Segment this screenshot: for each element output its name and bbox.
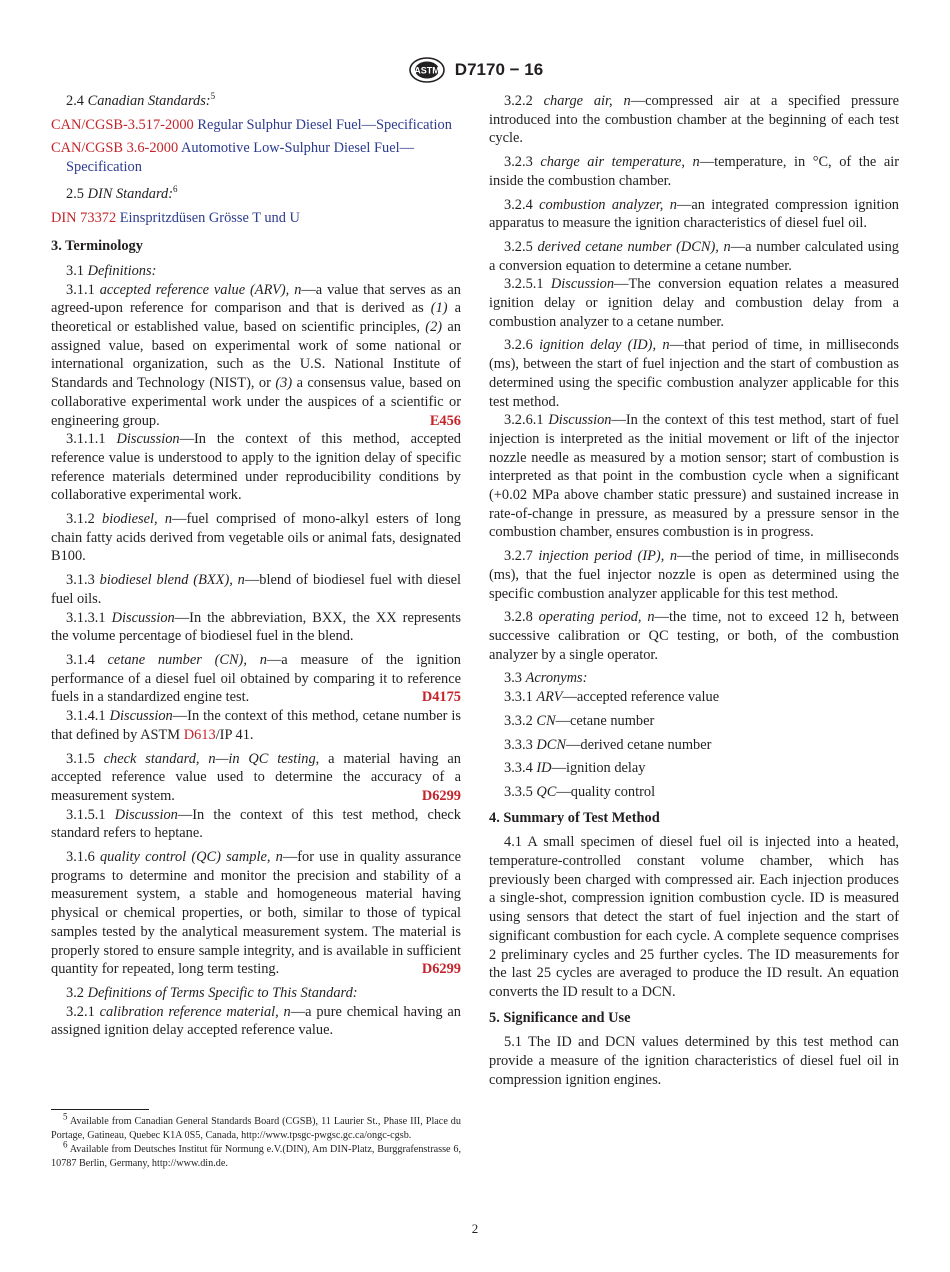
- definition-3-1-5: 3.1.5 check standard, n—in QC testing, a material having an accepted reference value used to determine the accuracy of a measurement system. D6299: [51, 750, 461, 804]
- ref-code[interactable]: CAN/CGSB 3.6-2000: [51, 140, 179, 157]
- section-5-1: 5.1 The ID and DCN values determined by this test method can provide a measure of the ignition characteristics of diesel fuel oil in compression ignition engines.: [489, 1034, 899, 1088]
- definition-3-2-4: 3.2.4 combustion analyzer, n—an integrated compression ignition apparatus to measure the ignition characteristics of diesel fuel oil.: [489, 196, 899, 232]
- svg-text:ASTM: ASTM: [414, 65, 440, 76]
- ref-d4175[interactable]: D4175: [421, 689, 461, 706]
- definition-3-1-3: 3.1.3 biodiesel blend (BXX), n—blend of biodiesel fuel with diesel fuel oils.: [51, 572, 461, 607]
- page-number: 2: [471, 1221, 479, 1236]
- section-number: 2.4: [66, 93, 84, 109]
- section-5-heading: 5. Significance and Use: [489, 1009, 631, 1026]
- ref-d6299[interactable]: D6299: [421, 961, 461, 978]
- section-title: DIN Standard:: [87, 185, 174, 202]
- section-3-3: 3.3 Acronyms:: [504, 670, 588, 687]
- section-number: 2.5: [66, 185, 84, 202]
- definition-3-1-4: 3.1.4 cetane number (CN), n—a measure of the ignition performance of a diesel fuel oil obtained by comparing it to reference fuels in a standardized engine test. D4175: [51, 651, 461, 706]
- definition-3-2-1: 3.2.1 calibration reference material, n—a pure chemical having an assigned ignition delay accepted reference value.: [51, 1003, 461, 1039]
- definition-3-2-5: 3.2.5 derived cetane number (DCN), n—a number calculated using a conversion equation to determine a cetane number.: [489, 238, 899, 274]
- definition-3-2-7: 3.2.7 injection period (IP), n—the period of time, in milliseconds (ms), that the fuel injector nozzle is open as determined using the specific combustion analyzer applicable for this test method.: [489, 548, 899, 602]
- definition-3-2-8: 3.2.8 operating period, n—the time, not to exceed 12 h, between successive calibration or QC testing, or both, of the combustion analyzer by a single operator.: [489, 609, 899, 663]
- section-2-4: [51, 92, 461, 111]
- section-3-1: 3.1 Definitions:: [66, 262, 157, 279]
- discussion-3-2-5-1: 3.2.5.1 Discussion—The conversion equation relates a measured ignition delay or ignition delay and combustion delay from a combustion analyzer to a cetane number.: [489, 276, 899, 330]
- discussion-3-1-3-1: 3.1.3.1 Discussion—In the abbreviation, BXX, the XX represents the volume percentage of biodiesel fuel in the blend.: [51, 609, 461, 645]
- section-3-heading: 3. Terminology: [51, 238, 143, 255]
- footnote-6: $^6$ Available from Deutsches Institut für Normung e.V.(DIN), Am DIN-Platz, Burggrafenstrasse 6, 10787 Berlin, Germany, http://www.din.de.: [51, 1139, 461, 1169]
- section-3-2: 3.2 Definitions of Terms Specific to This Standard:: [66, 984, 358, 1001]
- ref-d6299[interactable]: D6299: [421, 787, 461, 804]
- definition-3-2-3: 3.2.3 charge air temperature, n—temperature, in °C, of the air inside the combustion chamber.: [489, 154, 900, 189]
- definition-3-1-1: 3.1.1 accepted reference value (ARV), n—a value that serves as an agreed-upon reference for comparison and that is derived as (1) a theoretical or established value, based on scientific principles, (2) an assigned value, based on experimental work of some national or international organization, such as the U.S. National Institute of Standards and Technology (NIST), or (3) a consensus value, based on collaborative experimental work under the auspices of a scientific or engineering group. E456: [51, 281, 462, 429]
- ref-can-cgsb-3-517[interactable]: [51, 116, 461, 135]
- section-2-5: [51, 185, 461, 204]
- left-column: [51, 92, 461, 1045]
- ref-title[interactable]: Einspritzdüsen Grösse T und U: [119, 209, 300, 226]
- discussion-3-1-5-1: 3.1.5.1 Discussion—In the context of this test method, check standard refers to heptane.: [51, 806, 461, 842]
- document-number: D7170 − 16: [454, 60, 544, 79]
- acronym-id: 3.3.4 ID—ignition delay: [504, 760, 646, 777]
- ref-e456[interactable]: E456: [429, 412, 461, 429]
- definition-3-2-2: 3.2.2 charge air, n—compressed air at a specified pressure introduced into the combustion chamber at the beginning of each test cycle.: [489, 93, 899, 147]
- definition-3-1-6: 3.1.6 quality control (QC) sample, n—for use in quality assurance programs to determine and monitor the precision and stability of a measurement system, a stable and homogeneous material having physical or chemical properties, or both, similar to those of typical samples tested by the analytical measurement system. The material is properly stored to ensure sample integrity, and is available in sufficient quantity for repeated, long term testing. D6299: [51, 849, 461, 978]
- section-4-1: 4.1 A small specimen of diesel fuel oil is injected into a heated, temperature-controlled constant volume chamber, which has previously been charged with compressed air. Each injection produces a single-shot, compression ignition combustion cycle. ID is measured using sensors that detect the start of fuel injection and the start of significant combustion for each cycle. A complete sequence comprises 2 preliminary cycles and 25 further cycles. The ID measurements for the last 25 cycles are averaged to produce the ID result. An equation converts the ID result to a DCN.: [489, 834, 899, 1000]
- acronym-dcn: 3.3.3 DCN—derived cetane number: [504, 736, 712, 753]
- section-4-heading: 4. Summary of Test Method: [489, 809, 660, 826]
- definition-3-1-2: 3.1.2 biodiesel, n—fuel comprised of mono-alkyl esters of long chain fatty acids derived from vegetable oils or animal fats, designated B100.: [51, 511, 461, 565]
- footnotes: [51, 1109, 461, 1171]
- ref-d613[interactable]: D613: [183, 726, 216, 743]
- acronym-arv: 3.3.1 ARV—accepted reference value: [504, 689, 720, 706]
- footnote-5: $^5$ Available from Canadian General Standards Board (CGSB), 11 Laurier St., Phase III, Place du Portage, Gatineau, Quebec K1A 0S5, Canada, http://www.tpsgc-pwgsc.gc.ca/ongc-cgsb.: [51, 1111, 461, 1141]
- discussion-3-2-6-1: 3.2.6.1 Discussion—In the context of this test method, start of fuel injection is interpreted as the initial movement or lift of the injector nozzle needle as measured by a motion sensor; start of combustion is interpreted as that point in the combustion cycle when a significant (+0.02 MPa above chamber static pressure) and sustained increase in rate-of-change in pressure, as measured by a pressure sensor in the combustion chamber, ensures combustion is in progress.: [489, 412, 899, 541]
- ref-title[interactable]: Automotive Low-Sulphur Diesel Fuel—Specification: [66, 140, 414, 176]
- ref-code[interactable]: DIN 73372: [51, 209, 117, 226]
- right-column: [489, 92, 899, 1094]
- footnote-divider: [51, 1109, 149, 1110]
- astm-logo: [407, 56, 447, 84]
- ref-can-cgsb-3-6[interactable]: [51, 139, 461, 176]
- discussion-3-1-1-1: 3.1.1.1 Discussion—In the context of this method, accepted reference value is understood to apply to the ignition delay of specific reference materials determined under reproducibility conditions by collaborative experimental work.: [51, 431, 461, 504]
- section-title: Canadian Standards:: [87, 93, 211, 109]
- acronym-qc: 3.3.5 QC—quality control: [504, 783, 656, 800]
- footnote-ref[interactable]: 6: [173, 184, 178, 195]
- footnote-ref[interactable]: 5: [210, 91, 216, 102]
- acronym-cn: 3.3.2 CN—cetane number: [504, 712, 655, 729]
- ref-din-73372[interactable]: [51, 209, 461, 228]
- page-header: [0, 56, 950, 84]
- definition-3-2-6: 3.2.6 ignition delay (ID), n—that period of time, in milliseconds (ms), between the start of fuel injection and the start of combustion as determined using the specific combustion analyzer applicable for this test method.: [489, 337, 900, 410]
- ref-code[interactable]: CAN/CGSB-3.517-2000: [51, 116, 194, 133]
- ref-title[interactable]: Regular Sulphur Diesel Fuel—Specification: [197, 116, 452, 133]
- discussion-3-1-4-1: 3.1.4.1 Discussion—In the context of this method, cetane number is that defined by ASTM D613/IP 41.: [51, 708, 461, 743]
